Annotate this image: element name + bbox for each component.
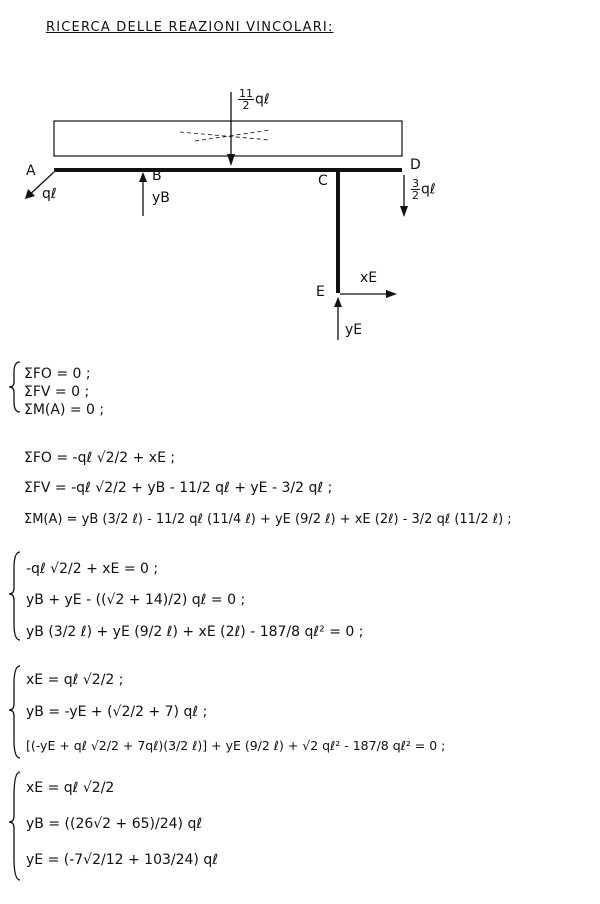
load-D-arrowhead — [400, 206, 408, 217]
block2-line1: ΣFO = -qℓ √2/2 + xE ; — [24, 450, 176, 466]
force-A-label: qℓ — [42, 186, 57, 202]
block2-line3: ΣM(A) = yB (3/2 ℓ) - 11/2 qℓ (11/4 ℓ) + yE (9/2 ℓ) + xE (2ℓ) - 3/2 qℓ (11/2 ℓ) ; — [24, 512, 512, 527]
sys4-line1: xE = qℓ √2/2 ; — [26, 672, 124, 688]
sys1-line3: ΣM(A) = 0 ; — [24, 402, 105, 418]
point-A-label: A — [26, 163, 36, 179]
sys5-line1: xE = qℓ √2/2 — [26, 780, 115, 796]
distributed-load-box — [54, 121, 402, 156]
sys3-line3: yB (3/2 ℓ) + yE (9/2 ℓ) + xE (2ℓ) - 187/8 qℓ² = 0 ; — [26, 624, 364, 640]
reaction-xE-label: xE — [360, 270, 378, 286]
reaction-yB-arrowhead — [139, 172, 147, 182]
sys4-line2: yB = -yE + (√2/2 + 7) qℓ ; — [26, 704, 208, 720]
block2-line2: ΣFV = -qℓ √2/2 + yB - 11/2 qℓ + yE - 3/2 qℓ ; — [24, 480, 333, 496]
sys1-line1: ΣFO = 0 ; — [24, 366, 91, 382]
distributed-load-label: $\frac{11}{2}$ qℓ — [239, 87, 270, 112]
brace-system1 — [9, 362, 20, 412]
load-D-label: $\frac{3}{2}$ qℓ — [412, 177, 436, 202]
reaction-yE-label: yE — [345, 322, 363, 338]
reaction-xE-arrowhead — [386, 290, 397, 298]
sys3-line2: yB + yE - ((√2 + 14)/2) qℓ = 0 ; — [26, 592, 246, 608]
brace-system3 — [9, 552, 20, 640]
point-D-label: D — [410, 157, 421, 173]
load-box-hatch — [180, 130, 270, 141]
reaction-yB-label: yB — [152, 190, 170, 206]
reaction-yE-arrowhead — [334, 297, 342, 307]
sys1-line2: ΣFV = 0 ; — [24, 384, 90, 400]
brace-system5 — [9, 772, 20, 880]
point-C-label: C — [318, 173, 328, 189]
page-title: RICERCA DELLE REAZIONI VINCOLARI: — [46, 20, 334, 35]
sys4-line3: [(-yE + qℓ √2/2 + 7qℓ)(3/2 ℓ)] + yE (9/2 ℓ) + √2 qℓ² - 187/8 qℓ² = 0 ; — [26, 738, 446, 753]
sys5-line3: yE = (-7√2/12 + 103/24) qℓ — [26, 852, 219, 868]
sys5-line2: yB = ((26√2 + 65)/24) qℓ — [26, 816, 203, 832]
point-B-label: B — [152, 168, 162, 184]
sys3-line1: -qℓ √2/2 + xE = 0 ; — [26, 561, 159, 577]
brace-system4 — [9, 666, 20, 758]
point-E-label: E — [316, 284, 325, 300]
resultant-arrowhead — [227, 154, 235, 166]
